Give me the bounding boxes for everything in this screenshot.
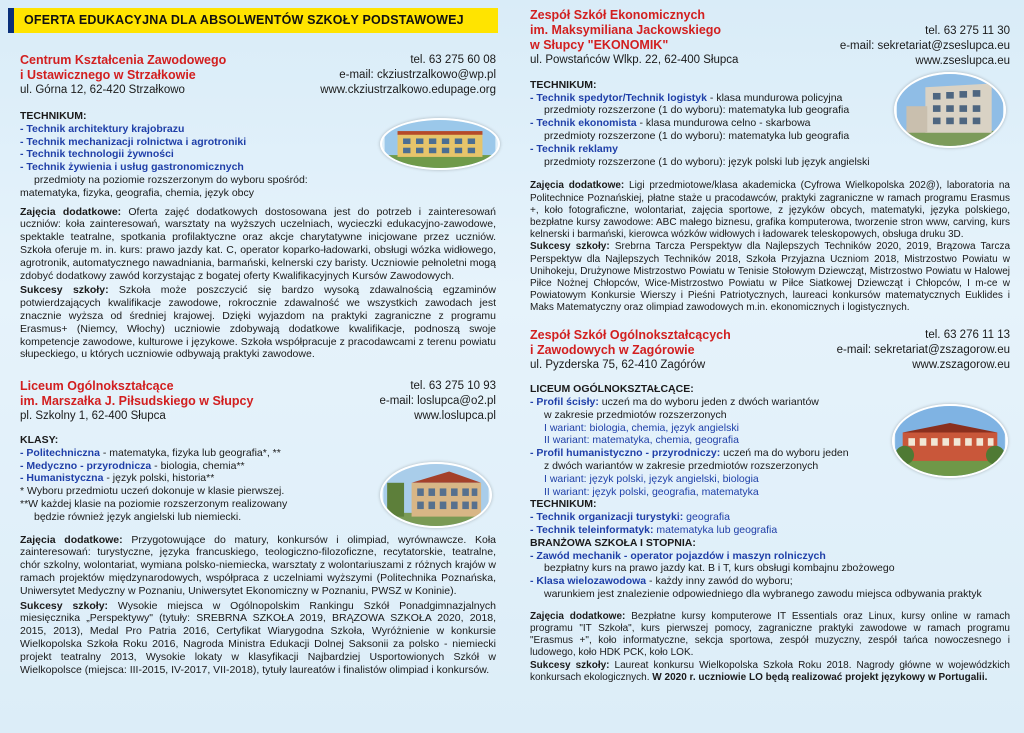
footnote: * Wyboru przedmiotu uczeń dokonuje w klasie pierwszej. bbox=[20, 485, 285, 498]
ckziu-building-photo bbox=[380, 118, 500, 170]
zso-building-photo bbox=[892, 404, 1008, 478]
website-link[interactable]: www.zseslupca.eu bbox=[915, 54, 1010, 67]
class-name: - Medyczno - przyrodnicza bbox=[20, 459, 152, 472]
website-link[interactable]: www.zszagorow.eu bbox=[912, 359, 1010, 372]
school-name-line1: Centrum Kształcenia Zawodowego bbox=[20, 53, 227, 68]
profession-desc: geografia bbox=[683, 511, 730, 524]
phone: tel. 63 275 10 93 bbox=[410, 380, 496, 393]
school-name-line2: i Zawodowych w Zagórowie bbox=[530, 343, 695, 358]
class-name: - Politechniczna bbox=[20, 446, 100, 459]
success-highlight: W 2020 r. uczniowie LO będą realizować projekt językowy w Portugalii. bbox=[649, 671, 988, 683]
profile-variant: II wariant: matematyka, chemia, geografia bbox=[544, 434, 739, 447]
school-header bbox=[20, 379, 496, 424]
school-header bbox=[530, 8, 1010, 69]
school-successes bbox=[20, 284, 496, 361]
zse-building-photo bbox=[894, 72, 1006, 148]
school-name-line1: Liceum Ogólnokształcące bbox=[20, 379, 174, 394]
success-text: Wysokie miejsca w Ogólnopolskim Rankingu Szkół Ponadgimnazjalnych miesięcznika „Perspektywy" (tytuły: SREBRNA SZKOŁA 2019, BRĄZOWA SZKOŁA 2020, 2018, 2015, 2013), Medal Pro Patria 2016, Certyfikat Wiarygodna Szkoła, Wyróżnienie w konkursie Wielkopolska Szkoła Roku 2016, Nagroda Ministra Edukacji Dolnej Saksonii za polsko - niemiecki projekt teatralny 2013, Wysokie lokaty w klasyfikacji Najbardziej Usportowionych Szkół w Wielkopolsce (miejsca: III-2015, IV-2017, VII-2018), tytuły laureatów i finalistów olimpiad i konkursów. bbox=[20, 599, 496, 676]
profile-name: - Profil humanistyczno - przyrodniczy: bbox=[530, 447, 721, 460]
left-column bbox=[0, 0, 508, 733]
email-link[interactable]: e-mail: ckziustrzalkowo@wp.pl bbox=[339, 69, 496, 82]
list-item: - Technik żywienia i usług gastronomicznych bbox=[20, 161, 244, 174]
phone: tel. 63 275 60 08 bbox=[410, 54, 496, 67]
class-desc: - język polski, historia** bbox=[103, 472, 215, 485]
school-address: ul. Górna 12, 62-420 Strzałkowo bbox=[20, 84, 185, 97]
school-zse bbox=[530, 8, 1010, 314]
profession-name: - Technik teleinformatyk: bbox=[530, 524, 654, 537]
profile-desc: uczeń ma do wyboru jeden z dwóch wariantów bbox=[598, 396, 819, 409]
phone: tel. 63 275 11 30 bbox=[925, 25, 1010, 37]
school-name-line1: Zespół Szkół Ogólnokształcących bbox=[530, 328, 731, 343]
right-column bbox=[516, 0, 1024, 733]
profession-subjects: przedmioty rozszerzone (1 do wyboru): matematyka lub geografia bbox=[544, 104, 850, 117]
list-item bbox=[530, 575, 1010, 588]
building-image bbox=[896, 74, 1004, 146]
profile-name: - Profil ścisły: bbox=[530, 396, 599, 409]
list-item: - Technik architektury krajobrazu bbox=[20, 122, 185, 135]
school-contacts bbox=[379, 379, 496, 424]
extra-text: Ligi przedmiotowe/klasa akademicka (Cyfrowa Wielkopolska 202@), laboratoria na Politechnice Poznańskiej, płatne staże u pracodawców, praktyki zagraniczne w ramach programu Erasmus +, koło fotograficzne, wolontariat, zajęcia sportowe, z języków obcych, matematyki, języka polskiego, bezpłatne kursy zawodowe: ABC małego biznesu, grafika komputerowa, tworzenie stron www, carving, kurs kelnerski i barmański, kierowca wózków widłowych i ładowarek teleskopowych, obsługa druku 3D. bbox=[530, 180, 1010, 241]
section-heading: TECHNIKUM: bbox=[530, 78, 597, 91]
school-name-line3: w Słupcy "EKONOMIK" bbox=[530, 38, 669, 52]
extra-activities bbox=[20, 206, 496, 283]
success-text: Srebrna Tarcza Perspektyw dla Najlepszych Techników 2020, 2019, Brązowa Tarcza Perspektyw dla Najlepszych Techników 2018, Szkoła Przyjazna Uczniom 2018, Mistrzostwo Powiatu w Unihokeju, Drużynowe Mistrzostwo Powiatu w Tenisie Stołowym Dziewcząt, Mistrzostwo Powiatu w Halowej Piłce Nożnej Chłopców, Wice-Mistrzostwo Powiatu w Piłce Siatkowej Dziewcząt i Chłopców, I m-ce w Powiatowym Konkursie Wierszy i Pieśni Patriotycznych, laureaci konkursów matematycznych Euklides i Maks Matematyczny oraz olimpiad zawodowych m.in. ekonomicznych i logistycznych. bbox=[530, 241, 1011, 314]
school-header bbox=[20, 53, 496, 98]
school-address: ul. Pyzderska 75, 62-410 Zagórów bbox=[530, 359, 706, 372]
profile-sub: z dwóch wariantów w zakresie przedmiotów rozszerzonych bbox=[544, 460, 819, 473]
list-item bbox=[530, 511, 1010, 524]
school-lo bbox=[20, 379, 496, 676]
email-link[interactable]: e-mail: loslupca@o2.pl bbox=[379, 395, 496, 408]
success-text: Szkoła może poszczycić się bardzo wysoką zdawalnością egzaminów potwierdzających kwalifikacje zawodowe, rokrocznie zdawalność we wszystkich zawodach jest znacznie wyższa od średniej krajowej. Dzięki wyjazdom na praktyki zagraniczne z programu Erasmus+ (Niemcy, Włochy) uczniowie zdobywają dodatkowe kwalifikacje, podnoszą swoje kompetencje zawodowe, kulturowe i językowe. Szkoła współpracuje z pracodawcami z terenu powiatu słupeckiego, u których uczniowie odbywają praktyki zawodowe. bbox=[20, 284, 496, 361]
extra-activities bbox=[530, 180, 1010, 241]
profession-name: - Klasa wielozawodowa bbox=[530, 575, 647, 588]
profile-variant: I wariant: biologia, chemia, język angielski bbox=[544, 421, 739, 434]
profession-sub: bezpłatny kurs na prawo jazdy kat. B i T, kurs obsługi kombajnu zbożowego bbox=[544, 562, 895, 575]
class-desc: - matematyka, fizyka lub geografia*, ** bbox=[99, 446, 281, 459]
school-name-line1: Zespół Szkół Ekonomicznych bbox=[530, 8, 706, 22]
profession-desc: - klasa mundurowa policyjna bbox=[706, 91, 843, 104]
school-header bbox=[530, 328, 1010, 373]
profile-desc: uczeń ma do wyboru jeden bbox=[720, 447, 849, 460]
profession-desc: matematyka lub geografia bbox=[653, 524, 778, 537]
school-address: pl. Szkolny 1, 62-400 Słupca bbox=[20, 410, 166, 423]
profession-name: - Technik organizacji turystyki: bbox=[530, 511, 684, 524]
email-link[interactable]: e-mail: sekretariat@zseslupca.eu bbox=[839, 39, 1010, 52]
extra-label: Zajęcia dodatkowe: bbox=[530, 610, 626, 622]
school-successes bbox=[20, 600, 496, 677]
list-item bbox=[20, 447, 496, 460]
website-link[interactable]: www.loslupca.pl bbox=[414, 410, 496, 423]
section-heading: KLASY: bbox=[20, 434, 59, 447]
school-contacts bbox=[837, 328, 1010, 373]
profession-name: - Technik ekonomista bbox=[530, 117, 637, 130]
phone: tel. 63 276 11 13 bbox=[925, 329, 1010, 342]
building-image bbox=[382, 464, 490, 526]
extra-label: Zajęcia dodatkowe: bbox=[20, 205, 122, 218]
profession-name: - Technik reklamy bbox=[530, 142, 618, 155]
website-link[interactable]: www.ckziustrzalkowo.edupage.org bbox=[320, 84, 496, 97]
section-heading: BRANŻOWA SZKOŁA I STOPNIA: bbox=[530, 536, 696, 549]
school-name-line2: i Ustawicznego w Strzałkowie bbox=[20, 68, 196, 83]
lo-building-photo bbox=[380, 462, 492, 528]
school-ckziu bbox=[20, 53, 496, 361]
success-label: Sukcesy szkoły: bbox=[530, 241, 610, 253]
extra-text: Bezpłatne kursy komputerowe IT Essentials oraz Linux, kursy online w ramach programu "IT Szkoła", kurs pierwszej pomocy, zagraniczne praktyki zawodowe w ramach programu "Erasmus +", koło informatyczne, sekcja sportowa, zespół muzyczny, zespół tańca nowoczesnego i ludowego, koło HDK PCK, koło LOK. bbox=[530, 610, 1011, 659]
success-label: Sukcesy szkoły: bbox=[20, 599, 109, 612]
extra-activities bbox=[20, 534, 496, 598]
subjects-text: przedmioty na poziomie rozszerzonym do wyboru spośród: bbox=[34, 174, 308, 187]
building-image bbox=[894, 406, 1006, 476]
list-item: - Technik technologii żywności bbox=[20, 148, 174, 161]
profile-variant: I wariant: język polski, język angielski, biologia bbox=[544, 472, 759, 485]
subjects-list: matematyka, fizyka, geografia, chemia, język obcy bbox=[20, 186, 255, 199]
class-name: - Humanistyczna bbox=[20, 472, 104, 485]
school-contacts bbox=[320, 53, 496, 98]
school-name-line2: im. Maksymiliana Jackowskiego bbox=[530, 23, 722, 37]
school-successes bbox=[530, 660, 1010, 684]
footnote: będzie również język angielski lub niemiecki. bbox=[34, 510, 242, 523]
school-zso bbox=[530, 328, 1010, 683]
school-address: ul. Powstańców Wlkp. 22, 62-400 Słupca bbox=[530, 54, 739, 66]
extra-text: Przygotowujące do matury, konkursów i olimpiad, wyrównawcze. Koła zainteresowań: turystyczne, języka francuskiego, teologiczno-filozoficzne, recytatorskie, teatralne, chór szkolny, wolontariat, wymiana polsko-niemiecka, warsztaty z wolontariuszami z różnych krajów w ramach projektów międzynarodowych, współpraca z uczelniami wyższymi (Politechnika Poznańska, Uniwersytet Medyczny w Poznaniu, Uniwersytet Ekonomiczny w Poznaniu, PWSZ w Koninie). bbox=[20, 533, 496, 597]
profile-variant: II wariant: język polski, geografia, matematyka bbox=[544, 485, 759, 498]
extra-label: Zajęcia dodatkowe: bbox=[530, 180, 625, 192]
list-item: - Zawód mechanik - operator pojazdów i maszyn rolniczych bbox=[530, 549, 826, 562]
footnote: **W każdej klasie na poziomie rozszerzonym realizowany bbox=[20, 498, 288, 510]
profile-sub: w zakresie przedmiotów rozszerzonych bbox=[544, 408, 727, 421]
profession-desc: - każdy inny zawód do wyboru; bbox=[646, 575, 793, 588]
extra-text: Oferta zajęć dodatkowych dostosowana jest do potrzeb i zainteresowań uczniów: koła zainteresowań, warsztaty na wyższych uczelniach, wycieczki edukacyjno-zawodowe, spektakle teatralne, spotkania profilaktyczne oraz akcje charytatywne inicjowane przez uczniów. Szkoła oferuje m. in. kurs: prawo jazdy kat. C, operator koparko-ładowarki, obsługi wózka widłowego, agrotronik, automatycznego nawadniania, barmański, kelnerski czy baristy. Uczniowie pełnoletni mogą zdobyć dodatkowy zawód korzystając z bogatej oferty Kwalifikacyjnych Kursów Zawodowych. bbox=[20, 205, 496, 282]
section-heading: TECHNIKUM: bbox=[20, 110, 87, 123]
profession-name: - Technik spedytor/Technik logistyk bbox=[530, 91, 707, 104]
profession-subjects: przedmioty rozszerzone (1 do wyboru): język polski lub język angielski bbox=[544, 155, 870, 168]
list-item: - Technik mechanizacji rolnictwa i agrotroniki bbox=[20, 135, 247, 148]
school-name-line2: im. Marszałka J. Piłsudskiego w Słupcy bbox=[20, 394, 254, 409]
school-contacts bbox=[840, 8, 1010, 69]
class-desc: - biologia, chemia** bbox=[151, 459, 245, 472]
profession-sub: warunkiem jest znalezienie odpowiedniego dla wybranego zawodu miejsca odbywania praktyk bbox=[544, 588, 982, 601]
extra-activities bbox=[530, 611, 1010, 660]
profession-desc: - klasa mundurowa celno - skarbowa bbox=[636, 117, 811, 130]
extra-label: Zajęcia dodatkowe: bbox=[20, 533, 123, 546]
success-text: Laureat konkursu Wielkopolska Szkoła Roku 2018. Nagrody główne w wojewódzkich konkursach ekologicznych. bbox=[530, 659, 1010, 683]
success-label: Sukcesy szkoły: bbox=[530, 659, 610, 671]
section-heading: LICEUM OGÓLNOKSZTAŁCĄCE: bbox=[530, 383, 694, 396]
list-item bbox=[530, 524, 1010, 537]
email-link[interactable]: e-mail: sekretariat@zszagorow.eu bbox=[836, 344, 1010, 357]
section-heading: TECHNIKUM: bbox=[530, 498, 597, 511]
profession-subjects: przedmioty rozszerzone (1 do wyboru): matematyka lub geografia bbox=[544, 130, 850, 142]
school-successes bbox=[530, 241, 1010, 314]
building-image bbox=[382, 120, 498, 168]
success-label: Sukcesy szkoły: bbox=[20, 284, 109, 297]
page-banner: OFERTA EDUKACYJNA DLA ABSOLWENTÓW SZKOŁY PODSTAWOWEJ bbox=[8, 8, 498, 33]
